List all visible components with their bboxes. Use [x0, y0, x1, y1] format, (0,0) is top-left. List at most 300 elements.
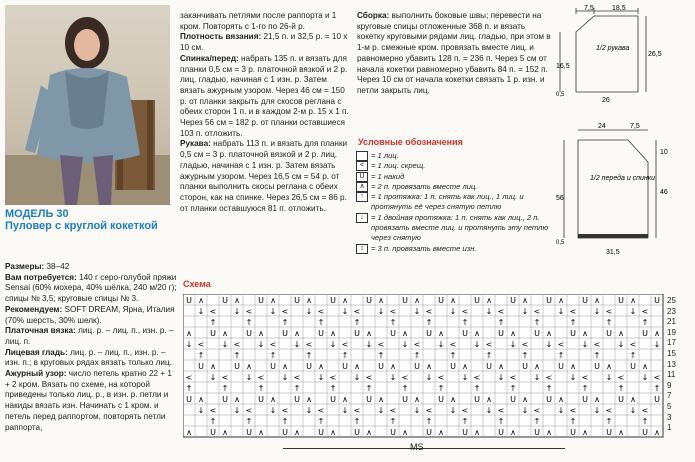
- grid-symbol: ↑: [425, 417, 433, 426]
- grid-symbol: <: [569, 307, 577, 316]
- grid-symbol: ↓: [593, 307, 601, 316]
- grid-symbol: ↑: [401, 384, 409, 393]
- grid-symbol: ∧: [510, 329, 516, 338]
- legend-item: [356, 172, 556, 182]
- grid-symbol: ↑: [353, 318, 361, 327]
- needs-value: 140 г серо-голубой пряжи Sensai (60% мохера, 40% шёлка, 240 м/20 г); спицы № 3,5; круговые спицы № 3.: [5, 272, 177, 304]
- scheme-row-numbers: [667, 296, 693, 434]
- grid-symbol: ∧: [402, 329, 408, 338]
- grid-symbol: U: [354, 428, 360, 437]
- grid-symbol: ∧: [246, 362, 252, 371]
- grid-symbol: ↓: [257, 340, 265, 349]
- grid-symbol: ↑: [509, 384, 517, 393]
- grid-symbol: ↓: [365, 340, 373, 349]
- grid-symbol: <: [581, 373, 589, 382]
- grid-symbol: ∧: [462, 362, 468, 371]
- grid-symbol: ↑: [257, 384, 265, 393]
- grid-symbol: ↑: [557, 351, 565, 360]
- body-h3: 56: [556, 195, 564, 202]
- ajur-label: Ажурный узор:: [5, 369, 67, 379]
- grid-symbol: ∧: [558, 395, 564, 404]
- legend-symbol: ↑: [356, 192, 368, 202]
- legend-symbol: [356, 151, 368, 161]
- grid-symbol: ↑: [641, 318, 649, 327]
- grid-symbol: ↓: [569, 373, 577, 382]
- grid-symbol: ↑: [521, 351, 529, 360]
- grid-symbol: ↓: [545, 340, 553, 349]
- grid-symbol: U: [318, 428, 324, 437]
- legend-text: = 1 протяжка: 1 п. снять как лиц., 1 лиц. и протянуть её через снятую петлю: [371, 192, 524, 212]
- grid-symbol: ↓: [557, 406, 565, 415]
- grid-symbol: ↓: [437, 340, 445, 349]
- grid-symbol: U: [210, 329, 216, 338]
- grid-symbol: <: [281, 307, 289, 316]
- grid-symbol: ↑: [281, 318, 289, 327]
- grid-symbol: <: [641, 307, 649, 316]
- grid-symbol: ∧: [570, 362, 576, 371]
- grid-symbol: ↓: [209, 373, 217, 382]
- grid-symbol: ∧: [294, 428, 300, 437]
- grid-symbol: ∧: [522, 296, 528, 305]
- ajur-value: число петель кратно 22 + 1 + 2 кром. Вязать по схеме, на которой приведены только лиц. р., в изн. р. петли и накиды вязать изн. Начинать с 1 кром. и петель перед раппортом, повторять петли раппорта,: [5, 369, 172, 432]
- grid-symbol: ↑: [293, 384, 301, 393]
- grid-symbol: ↓: [341, 406, 349, 415]
- model-number: МОДЕЛЬ 30: [5, 208, 69, 220]
- grid-symbol: <: [617, 373, 625, 382]
- grid-symbol: ∧: [198, 296, 204, 305]
- grid-symbol: U: [222, 296, 228, 305]
- grid-symbol: <: [185, 373, 193, 382]
- grid-symbol: ↓: [461, 373, 469, 382]
- plat-line: [5, 326, 177, 347]
- grid-symbol: U: [582, 395, 588, 404]
- body-outline: [578, 140, 648, 238]
- grid-symbol: ∧: [630, 395, 636, 404]
- grid-symbol: ∧: [450, 296, 456, 305]
- grid-symbol: ∧: [222, 329, 228, 338]
- grid-symbol: ↑: [353, 417, 361, 426]
- grid-symbol: U: [498, 428, 504, 437]
- grid-symbol: <: [545, 373, 553, 382]
- grid-symbol: U: [450, 362, 456, 371]
- grid-symbol: U: [582, 296, 588, 305]
- column-3: [357, 11, 555, 97]
- grid-symbol: ↑: [197, 351, 205, 360]
- grid-symbol: ∧: [606, 362, 612, 371]
- grid-symbol: ↓: [605, 373, 613, 382]
- row-number: 3: [667, 412, 672, 422]
- sleeve-w2: 18,5: [612, 5, 626, 12]
- grid-symbol: ∧: [546, 428, 552, 437]
- grid-symbol: <: [317, 307, 325, 316]
- assembly-value: выполнить боковые швы; перевести на круговые спицы отложенные 368 п. и вязать кокетку круговыми рядами лиц. гладью, при этом в 1-м р. смежные кром. провязать вместе лиц. и равномерно убавить 128 п. = 236 п. Через 5 см от начала кокетки равномерно убавить 84 п. = 152 п. Через 10 см от начала кокетки связать 1 р. изн. и петли закрыть лиц.: [357, 11, 551, 95]
- grid-symbol: <: [593, 340, 601, 349]
- grid-symbol: <: [437, 373, 445, 382]
- grid-symbol: ↑: [497, 318, 505, 327]
- grid-symbol: ∧: [210, 362, 216, 371]
- grid-symbol: ↓: [593, 406, 601, 415]
- grid-symbol: ↑: [461, 417, 469, 426]
- column-1: [5, 262, 177, 433]
- grid-symbol: U: [510, 296, 516, 305]
- scheme-grid: [183, 294, 667, 441]
- ajur-line: [5, 369, 177, 433]
- rec-line: [5, 305, 177, 326]
- grid-symbol: U: [366, 395, 372, 404]
- grid-symbol: <: [485, 340, 493, 349]
- sleeve-line: [180, 139, 350, 214]
- grid-symbol: ∧: [582, 428, 588, 437]
- grid-symbol: ↑: [221, 384, 229, 393]
- grid-symbol: ∧: [270, 296, 276, 305]
- grid-symbol: ∧: [474, 329, 480, 338]
- grid-symbol: ↑: [281, 417, 289, 426]
- col2-intro: заканчивать петлями после раппорта и 1 кром. Повторять с 1-го по 26-й р.: [180, 11, 337, 31]
- sleeve-bottom: 26: [602, 97, 610, 104]
- grid-symbol: <: [341, 340, 349, 349]
- assembly-line: [357, 11, 555, 97]
- grid-symbol: ↓: [521, 307, 529, 316]
- grid-symbol: <: [245, 406, 253, 415]
- grid-symbol: U: [642, 329, 648, 338]
- grid-symbol: U: [558, 362, 564, 371]
- grid-symbol: <: [653, 373, 661, 382]
- grid-symbol: ∧: [390, 362, 396, 371]
- body-label: 1/2 переда и спинки: [590, 175, 655, 182]
- scheme-title: Схема: [183, 279, 211, 289]
- grid-symbol: ↑: [437, 384, 445, 393]
- grid-symbol: U: [210, 428, 216, 437]
- grid-symbol: ↓: [629, 307, 637, 316]
- grid-symbol: ↑: [389, 318, 397, 327]
- grid-symbol: U: [186, 395, 192, 404]
- grid-symbol: <: [509, 373, 517, 382]
- legend-text: = 1 двойная протяжка: 1 п. снять как лиц., 2 п. провязать вместе лиц. и протянуть эту петлю через снятую: [371, 212, 549, 243]
- grid-symbol: ∧: [642, 362, 648, 371]
- grid-symbol: ∧: [414, 395, 420, 404]
- sizes-value: 38–42: [46, 262, 70, 271]
- grid-symbol: ↑: [413, 351, 421, 360]
- grid-symbol: ↓: [305, 307, 313, 316]
- grid-symbol: U: [474, 296, 480, 305]
- grid-symbol: ↑: [653, 384, 661, 393]
- plat-value: лиц. р. – лиц. п., изн. р. – лиц. п.: [5, 326, 174, 346]
- grid-symbol: ↑: [317, 417, 325, 426]
- legend-symbol: <: [356, 161, 368, 171]
- grid-symbol: ↑: [329, 384, 337, 393]
- sleeve-label: Рукава:: [180, 139, 211, 149]
- grid-symbol: U: [522, 362, 528, 371]
- legend-item: [356, 151, 556, 161]
- grid-symbol: <: [245, 307, 253, 316]
- grid-symbol: U: [390, 428, 396, 437]
- grid-symbol: U: [222, 395, 228, 404]
- rec-value: SOFT DREAM, Ярна, Италия (70% шерсть, 30% шелк).: [5, 304, 175, 325]
- grid-symbol: ↑: [605, 417, 613, 426]
- sizes-label: Размеры:: [5, 262, 45, 271]
- grid-symbol: ∧: [414, 296, 420, 305]
- grid-symbol: U: [294, 296, 300, 305]
- row-number: 17: [667, 338, 676, 348]
- grid-symbol: U: [618, 395, 624, 404]
- back-line: [180, 54, 350, 140]
- grid-symbol: ↑: [473, 384, 481, 393]
- grid-symbol: ↓: [353, 373, 361, 382]
- row-number: 7: [667, 391, 672, 401]
- grid-symbol: ↑: [533, 417, 541, 426]
- grid-symbol: ∧: [366, 329, 372, 338]
- grid-symbol: <: [389, 307, 397, 316]
- grid-symbol: <: [377, 340, 385, 349]
- grid-symbol: U: [402, 296, 408, 305]
- grid-symbol: ↓: [377, 406, 385, 415]
- grid-symbol: U: [618, 296, 624, 305]
- grid-symbol: ↓: [389, 373, 397, 382]
- grid-symbol: ↓: [233, 307, 241, 316]
- grid-symbol: <: [353, 307, 361, 316]
- grid-symbol: U: [294, 395, 300, 404]
- grid-symbol: ∧: [510, 428, 516, 437]
- ms-bracket: [283, 448, 565, 449]
- grid-symbol: ∧: [654, 428, 660, 437]
- grid-symbol: ↓: [485, 406, 493, 415]
- grid-symbol: ↑: [629, 351, 637, 360]
- grid-symbol: ∧: [330, 329, 336, 338]
- grid-symbol: ∧: [558, 296, 564, 305]
- grid-symbol: ↓: [629, 406, 637, 415]
- grid-symbol: U: [462, 428, 468, 437]
- grid-symbol: U: [330, 395, 336, 404]
- grid-symbol: ∧: [378, 395, 384, 404]
- legend-text: = 1 лиц.: [371, 151, 399, 160]
- grid-symbol: ↑: [377, 351, 385, 360]
- legend-text: = 3 п. провязать вместе изн.: [371, 243, 477, 253]
- density-label: Плотность вязания:: [180, 32, 262, 42]
- sizes-line: [5, 262, 177, 273]
- grid-symbol: <: [197, 340, 205, 349]
- grid-symbol: ↑: [317, 318, 325, 327]
- grid-symbol: <: [557, 340, 565, 349]
- grid-symbol: ∧: [546, 329, 552, 338]
- grid-symbol: U: [342, 362, 348, 371]
- row-number: 1: [667, 423, 672, 433]
- grid-symbol: ↓: [233, 406, 241, 415]
- grid-symbol: ↑: [185, 384, 193, 393]
- grid-symbol: ∧: [282, 362, 288, 371]
- grid-symbol: ↑: [233, 351, 241, 360]
- grid-symbol: ↑: [245, 318, 253, 327]
- grid-symbol: ∧: [342, 296, 348, 305]
- plat-label: Платочная вязка:: [5, 326, 76, 336]
- grid-symbol: ↑: [581, 384, 589, 393]
- grid-symbol: U: [498, 329, 504, 338]
- grid-symbol: ∧: [534, 362, 540, 371]
- grid-symbol: ↓: [617, 340, 625, 349]
- row-number: 9: [667, 380, 672, 390]
- lic-value: лиц. р. – лиц. п., изн. р. – изн. п.; в круговых рядах вязать только лиц.: [5, 347, 172, 368]
- legend-symbol: ↕: [356, 244, 368, 254]
- grid-symbol: ↑: [341, 351, 349, 360]
- grid-symbol: ↓: [197, 307, 205, 316]
- grid-symbol: U: [606, 329, 612, 338]
- legend-item: [356, 182, 556, 192]
- grid-symbol: ↓: [485, 307, 493, 316]
- grid-symbol: ↑: [497, 417, 505, 426]
- sleeve-value: набрать 113 п. и вязать для планки 0,5 см = 3 р. платочной вязкой и 2 р. лиц. гладью, начиная с 1 изн. р. Затем вязать ажурным узором. Через 16,5 см = 54 р. от планки выполнить скосы реглана с обеих сторон, как на спинке. Через 26,5 см = 86 р. от планки оставшуюся 81 п. отложить.: [180, 139, 348, 213]
- grid-symbol: <: [473, 373, 481, 382]
- grid-symbol: U: [630, 362, 636, 371]
- grid-symbol: U: [654, 395, 660, 404]
- grid-symbol: ∧: [330, 428, 336, 437]
- grid-symbol: <: [461, 406, 469, 415]
- body-bottom: 31,5: [606, 249, 620, 256]
- grid-symbol: <: [365, 373, 373, 382]
- row-number: 19: [667, 327, 676, 337]
- legend-item: [356, 192, 556, 213]
- grid-symbol: ↓: [521, 406, 529, 415]
- legend-symbol: ↓: [356, 213, 368, 223]
- grid-symbol: ↓: [305, 406, 313, 415]
- grid-symbol: U: [258, 395, 264, 404]
- needs-line: [5, 273, 177, 305]
- grid-symbol: <: [461, 307, 469, 316]
- grid-symbol: U: [438, 395, 444, 404]
- grid-symbol: ↓: [317, 373, 325, 382]
- grid-symbol: ∧: [222, 428, 228, 437]
- grid-symbol: ∧: [306, 296, 312, 305]
- grid-symbol: ↑: [461, 318, 469, 327]
- grid-symbol: ∧: [258, 329, 264, 338]
- grid-symbol: <: [425, 406, 433, 415]
- grid-symbol: ↓: [641, 373, 649, 382]
- body-h2: 46: [660, 189, 668, 196]
- grid-symbol: ∧: [234, 296, 240, 305]
- grid-symbol: ↑: [425, 318, 433, 327]
- grid-symbol: ↓: [581, 340, 589, 349]
- model-subtitle: Пуловер с круглой кокеткой: [5, 220, 158, 232]
- grid-symbol: ∧: [426, 362, 432, 371]
- row-number: 25: [667, 296, 676, 305]
- grid-symbol: <: [605, 307, 613, 316]
- grid-symbol: U: [354, 329, 360, 338]
- grid-symbol: ↑: [269, 351, 277, 360]
- body-hem: [578, 234, 648, 238]
- grid-symbol: ∧: [582, 329, 588, 338]
- grid-symbol: ∧: [198, 395, 204, 404]
- grid-symbol: <: [425, 307, 433, 316]
- sleeve-h2: 16,5: [556, 63, 570, 70]
- grid-symbol: U: [282, 428, 288, 437]
- grid-symbol: <: [533, 406, 541, 415]
- row-number: 23: [667, 306, 676, 316]
- sleeve-w1: 7,5: [584, 5, 594, 12]
- grid-symbol: ↑: [533, 318, 541, 327]
- grid-symbol: <: [257, 373, 265, 382]
- grid-symbol: U: [570, 329, 576, 338]
- grid-symbol: ↓: [533, 373, 541, 382]
- grid-symbol: ∧: [186, 428, 192, 437]
- grid-symbol: U: [318, 329, 324, 338]
- grid-symbol: ↓: [377, 307, 385, 316]
- body-w2: 7,5: [630, 123, 640, 130]
- back-label: Спинка/перед:: [180, 53, 239, 63]
- body-side: 0,5: [556, 240, 565, 246]
- grid-symbol: <: [221, 373, 229, 382]
- grid-symbol: <: [497, 406, 505, 415]
- grid-symbol: ↓: [341, 307, 349, 316]
- sleeve-side: 0,5: [556, 92, 565, 98]
- grid-symbol: ↑: [389, 417, 397, 426]
- grid-symbol: ↓: [413, 307, 421, 316]
- grid-symbol: ↑: [605, 318, 613, 327]
- grid-symbol: ∧: [366, 428, 372, 437]
- grid-symbol: ∧: [618, 428, 624, 437]
- grid-symbol: ↑: [305, 351, 313, 360]
- grid-symbol: ∧: [294, 329, 300, 338]
- grid-symbol: <: [413, 340, 421, 349]
- rec-label: Рекомендуем:: [5, 304, 63, 314]
- grid-symbol: ↑: [209, 417, 217, 426]
- grid-symbol: ∧: [486, 296, 492, 305]
- grid-symbol: U: [198, 362, 204, 371]
- model-photo-illustration: [5, 5, 170, 205]
- grid-symbol: <: [329, 373, 337, 382]
- body-pattern-diagram: [556, 120, 694, 260]
- grid-symbol: ∧: [234, 395, 240, 404]
- grid-symbol: <: [533, 307, 541, 316]
- sleeve-outline: [576, 16, 638, 92]
- grid-symbol: ↑: [617, 384, 625, 393]
- back-value: набрать 135 п. и вязать для планки 0,5 см = 3 р. платочной вязкой и 2 р. лиц. гладью, начиная с 1 изн. р. Затем вязать ажурным узором. Через 46 см = 150 р. от планки закрыть для скосов реглана с обеих сторон 1 п. и в каждом 2-м р. 15 х 1 п. Через 56 см = 182 р. от планки оставшиеся 103 п. отложить.: [180, 53, 349, 138]
- ms-label: MS: [410, 442, 424, 452]
- assembly-label: Сборка:: [357, 11, 390, 20]
- grid-symbol: U: [570, 428, 576, 437]
- grid-symbol: U: [246, 329, 252, 338]
- model-title: [5, 208, 158, 232]
- legend-symbol: ∧: [356, 182, 368, 192]
- grid-symbol: ↑: [449, 351, 457, 360]
- column-2: [180, 11, 350, 214]
- grid-symbol: U: [234, 362, 240, 371]
- grid-symbol: U: [594, 362, 600, 371]
- grid-symbol: ∧: [354, 362, 360, 371]
- grid-symbol: ↓: [269, 307, 277, 316]
- grid-symbol: <: [305, 340, 313, 349]
- grid-symbol: U: [486, 362, 492, 371]
- needs-label: Вам потребуется:: [5, 272, 77, 282]
- grid-symbol: U: [534, 329, 540, 338]
- grid-symbol: ∧: [618, 329, 624, 338]
- grid-symbol: U: [426, 428, 432, 437]
- grid-symbol: <: [233, 340, 241, 349]
- grid-symbol: ↓: [653, 340, 661, 349]
- grid-symbol: ↓: [293, 340, 301, 349]
- grid-symbol: U: [414, 362, 420, 371]
- grid-symbol: ∧: [438, 329, 444, 338]
- grid-symbol: <: [605, 406, 613, 415]
- grid-symbol: U: [606, 428, 612, 437]
- grid-symbol: ↓: [509, 340, 517, 349]
- grid-symbol: U: [426, 329, 432, 338]
- grid-symbol: ↑: [485, 351, 493, 360]
- row-number: 5: [667, 401, 672, 411]
- grid-symbol: U: [642, 428, 648, 437]
- grid-symbol: ↓: [473, 340, 481, 349]
- grid-symbol: U: [390, 329, 396, 338]
- grid-symbol: ∧: [594, 296, 600, 305]
- grid-symbol: ↑: [569, 318, 577, 327]
- grid-symbol: ↓: [221, 340, 229, 349]
